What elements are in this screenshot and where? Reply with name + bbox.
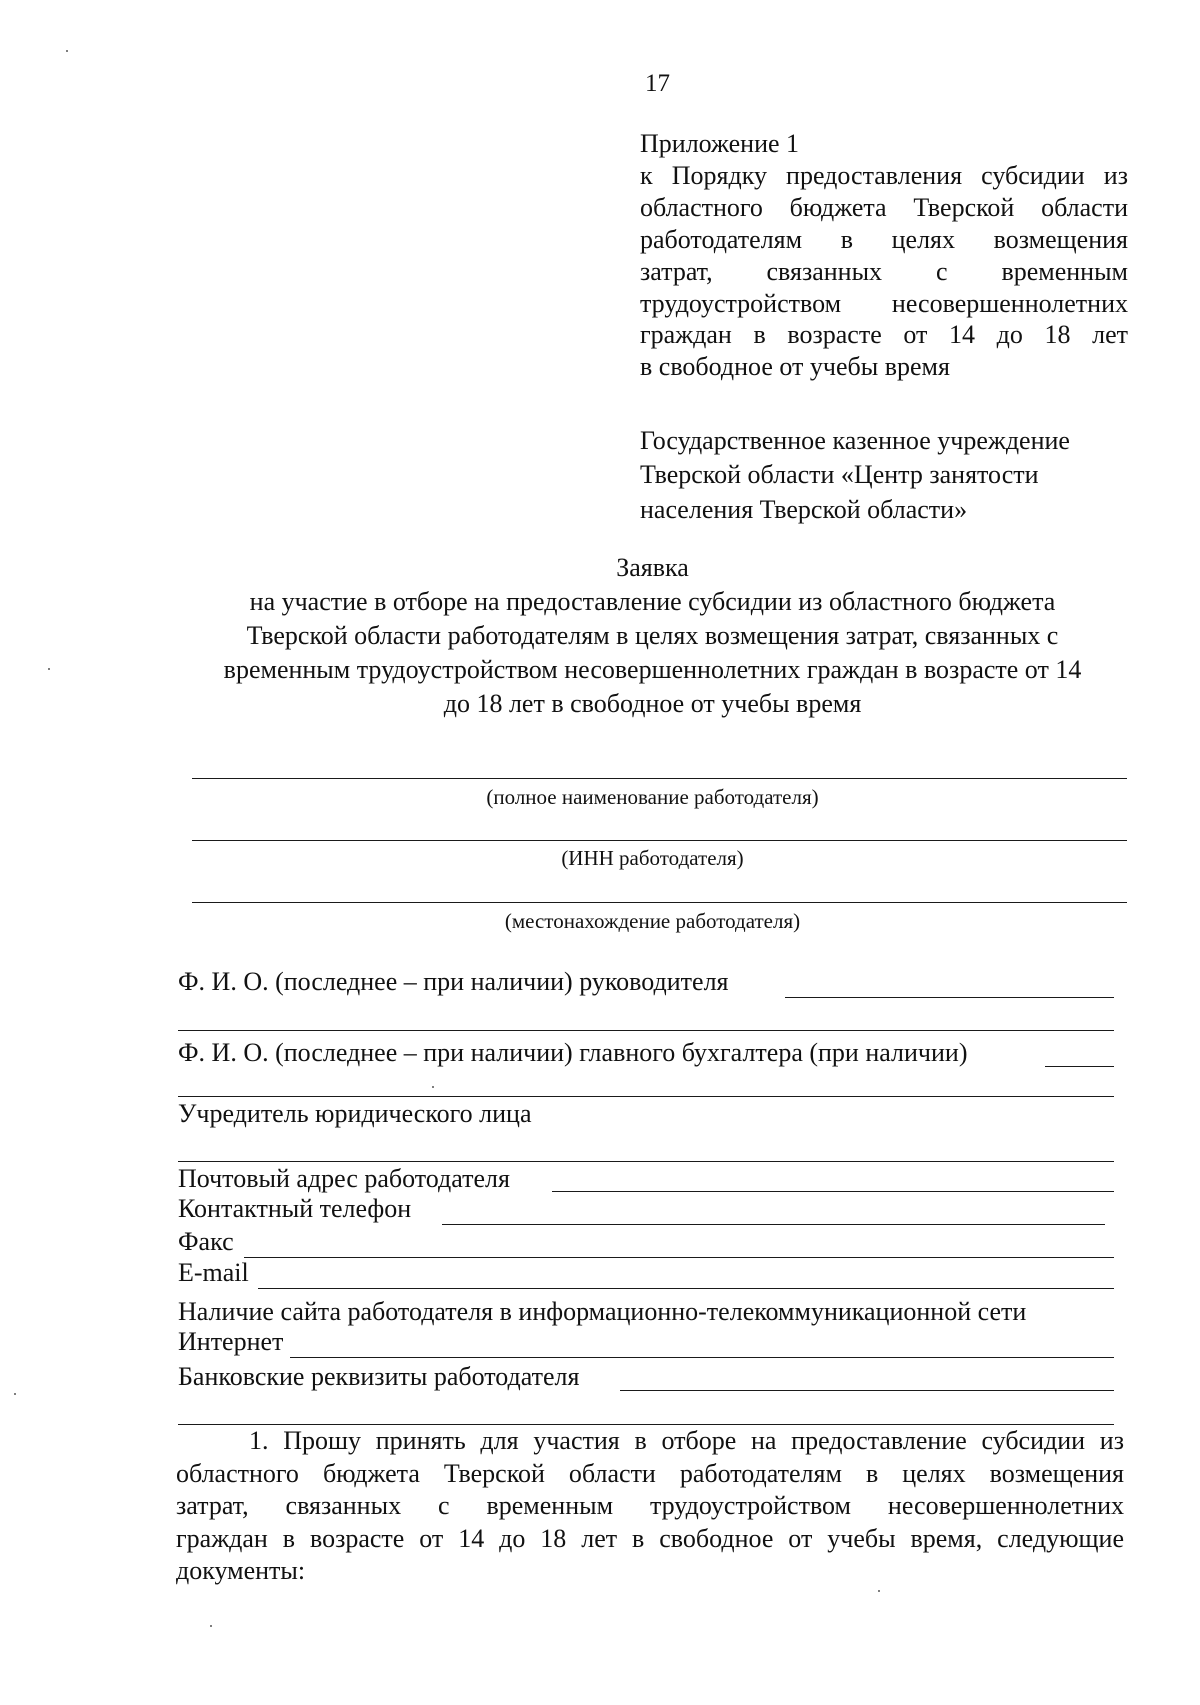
- phone-label: Контактный телефон: [178, 1194, 412, 1223]
- website-field[interactable]: [290, 1357, 1114, 1358]
- appendix-line: в свободное от учебы время: [640, 352, 950, 382]
- recipient-block: [640, 424, 1128, 527]
- founder-field[interactable]: [178, 1161, 1114, 1162]
- appendix-line: к Порядку предоставления субсидии из: [640, 160, 1128, 190]
- bank-details-label: Банковские реквизиты работодателя: [178, 1362, 580, 1391]
- application-subtitle-line: до 18 лет в свободное от учебы время: [443, 689, 862, 718]
- email-label: E-mail: [178, 1258, 249, 1287]
- scan-speck: [48, 668, 50, 670]
- employer-location-field[interactable]: [192, 902, 1127, 903]
- director-label: Ф. И. О. (последнее – при наличии) руководителя: [178, 967, 729, 996]
- employer-location-caption: (местонахождение работодателя): [504, 909, 801, 933]
- appendix-line: граждан в возрасте от 14 до 18 лет: [640, 320, 1128, 350]
- application-subtitle-line: временным трудоустройством несовершеннолетних граждан в возрасте от 14: [223, 655, 1082, 684]
- application-title: Заявка: [616, 553, 689, 582]
- appendix-line: работодателям в целях возмещения: [640, 224, 1128, 254]
- paragraph-line: 1. Прошу принять для участия в отборе на предоставление субсидии из: [249, 1426, 1124, 1455]
- scan-speck: [14, 1393, 16, 1395]
- website-label: Наличие сайта работодателя в информационно-телекоммуникационной сети: [178, 1297, 1027, 1326]
- appendix-line: трудоустройством несовершеннолетних: [640, 288, 1128, 318]
- application-subtitle-line: Тверской области работодателям в целях возмещения затрат, связанных с: [246, 621, 1059, 650]
- website-label-continued: Интернет: [178, 1327, 284, 1356]
- fax-field[interactable]: [244, 1257, 1114, 1258]
- paragraph-line: областного бюджета Тверской области работодателям в целях возмещения: [176, 1458, 1124, 1488]
- request-paragraph: [176, 1425, 1124, 1588]
- email-field[interactable]: [258, 1288, 1114, 1289]
- chief-accountant-label: Ф. И. О. (последнее – при наличии) главного бухгалтера (при наличии): [178, 1038, 968, 1067]
- founder-label: Учредитель юридического лица: [178, 1099, 532, 1128]
- chief-accountant-field-continuation[interactable]: [178, 1096, 1114, 1097]
- chief-accountant-field[interactable]: [1045, 1066, 1114, 1067]
- phone-field[interactable]: [442, 1224, 1105, 1225]
- recipient-line: населения Тверской области»: [640, 494, 968, 524]
- page-number: 17: [645, 70, 670, 97]
- director-field-continuation[interactable]: [178, 1030, 1114, 1031]
- paragraph-line: граждан в возрасте от 14 до 18 лет в свободное от учебы время, следующие: [176, 1523, 1124, 1553]
- bank-details-field[interactable]: [620, 1390, 1114, 1391]
- recipient-line: Государственное казенное учреждение: [640, 426, 1070, 455]
- appendix-title: Приложение 1: [640, 129, 800, 158]
- scan-speck: [432, 1086, 434, 1088]
- recipient-line: Тверской области «Центр занятости: [640, 460, 1039, 490]
- employer-name-caption: (полное наименование работодателя): [486, 785, 819, 809]
- scan-speck: [210, 1625, 212, 1627]
- scan-speck: [878, 1590, 880, 1592]
- postal-address-label: Почтовый адрес работодателя: [178, 1164, 510, 1193]
- director-field[interactable]: [785, 997, 1114, 998]
- employer-inn-field[interactable]: [192, 840, 1127, 841]
- paragraph-line: затрат, связанных с временным трудоустройством несовершеннолетних: [176, 1491, 1124, 1520]
- scan-speck: [66, 50, 68, 52]
- paragraph-line: документы:: [176, 1556, 306, 1585]
- appendix-block: [640, 128, 1128, 383]
- application-header: [170, 551, 1135, 721]
- employer-inn-caption: (ИНН работодателя): [561, 846, 744, 870]
- postal-address-field[interactable]: [552, 1191, 1114, 1192]
- appendix-line: областного бюджета Тверской области: [640, 192, 1128, 222]
- application-subtitle-line: на участие в отборе на предоставление субсидии из областного бюджета: [249, 587, 1056, 616]
- fax-label: Факс: [178, 1227, 234, 1256]
- employer-name-field[interactable]: [192, 778, 1127, 779]
- appendix-line: затрат, связанных с временным: [640, 256, 1128, 286]
